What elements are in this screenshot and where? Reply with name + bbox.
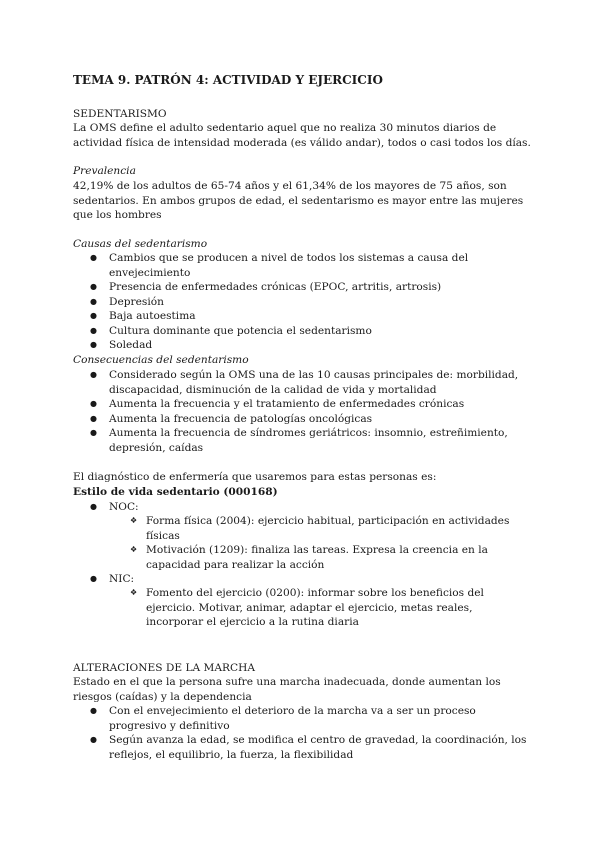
section-heading-marcha: ALTERACIONES DE LA MARCHA: [73, 662, 255, 674]
list-item: ● Cambios que se producen a nivel de todos los sistemas a causa del envejecimiento: [109, 251, 529, 280]
list-item: ● Aumenta la frecuencia y el tratamiento de enfermedades crónicas: [109, 397, 529, 412]
list-item: ● Soledad: [109, 338, 529, 353]
causas-list: [109, 251, 529, 353]
list-item: ● Aumenta la frecuencia de patologías oncológicas: [109, 412, 529, 427]
list-item: ❖ Fomento del ejercicio (0200): informar sobre los beneficios del ejercicio. Motivar, animar, adaptar el ejercicio, metas reales, incorporar el ejercicio a la rutina diaria: [146, 586, 526, 630]
list-item: ● Cultura dominante que potencia el sedentarismo: [109, 324, 529, 339]
prevalencia-heading: Prevalencia: [73, 165, 136, 177]
list-item: ❖ Forma física (2004): ejercicio habitual, participación en actividades físicas: [146, 514, 526, 543]
list-item: ● Presencia de enfermedades crónicas (EPOC, artritis, artrosis): [109, 280, 529, 295]
diagnostico-intro: El diagnóstico de enfermería que usaremos para estas personas es:: [73, 471, 437, 483]
nic-label: ● NIC:: [109, 572, 529, 587]
nic-items: [146, 586, 526, 630]
page-title: TEMA 9. PATRÓN 4: ACTIVIDAD Y EJERCICIO: [73, 73, 383, 87]
noc-list: [109, 500, 529, 515]
noc-label: ● NOC:: [109, 500, 529, 515]
nic-list: [109, 572, 529, 587]
section-heading-sedentarismo: SEDENTARISMO: [73, 108, 167, 120]
list-item: ● Baja autoestima: [109, 309, 529, 324]
marcha-list: [109, 704, 529, 762]
list-item: ● Aumenta la frecuencia de síndromes geriátricos: insomnio, estreñimiento, depresión, caídas: [109, 426, 529, 455]
list-item: ● Considerado según la OMS una de las 10 causas principales de: morbilidad, discapacidad, disminución de la calidad de vida y mortalidad: [109, 368, 529, 397]
list-item: ❖ Motivación (1209): finaliza las tareas. Expresa la creencia en la capacidad para realizar la acción: [146, 543, 526, 572]
noc-items: [146, 514, 526, 572]
sedentarismo-definition: La OMS define el adulto sedentario aquel que no realiza 30 minutos diarios de actividad física de intensidad moderada (es válido andar), todos o casi todos los días.: [73, 122, 531, 149]
list-item: ● Según avanza la edad, se modifica el centro de gravedad, la coordinación, los reflejos, el equilibrio, la fuerza, la flexibilidad: [109, 733, 529, 762]
diagnostico-title: Estilo de vida sedentario (000168): [73, 486, 278, 498]
list-item: ● Con el envejecimiento el deterioro de la marcha va a ser un proceso progresivo y definitivo: [109, 704, 529, 733]
prevalencia-text: 42,19% de los adultos de 65-74 años y el 61,34% de los mayores de 75 años, son sedentarios. En ambos grupos de edad, el sedentarismo es mayor entre las mujeres que los hombres: [73, 180, 524, 221]
list-item: ● Depresión: [109, 295, 529, 310]
causas-heading: Causas del sedentarismo: [73, 238, 208, 250]
marcha-definition: Estado en el que la persona sufre una marcha inadecuada, donde aumentan los riesgos (caídas) y la dependencia: [73, 676, 501, 703]
consecuencias-heading: Consecuencias del sedentarismo: [73, 354, 249, 366]
consecuencias-list: [109, 368, 529, 455]
